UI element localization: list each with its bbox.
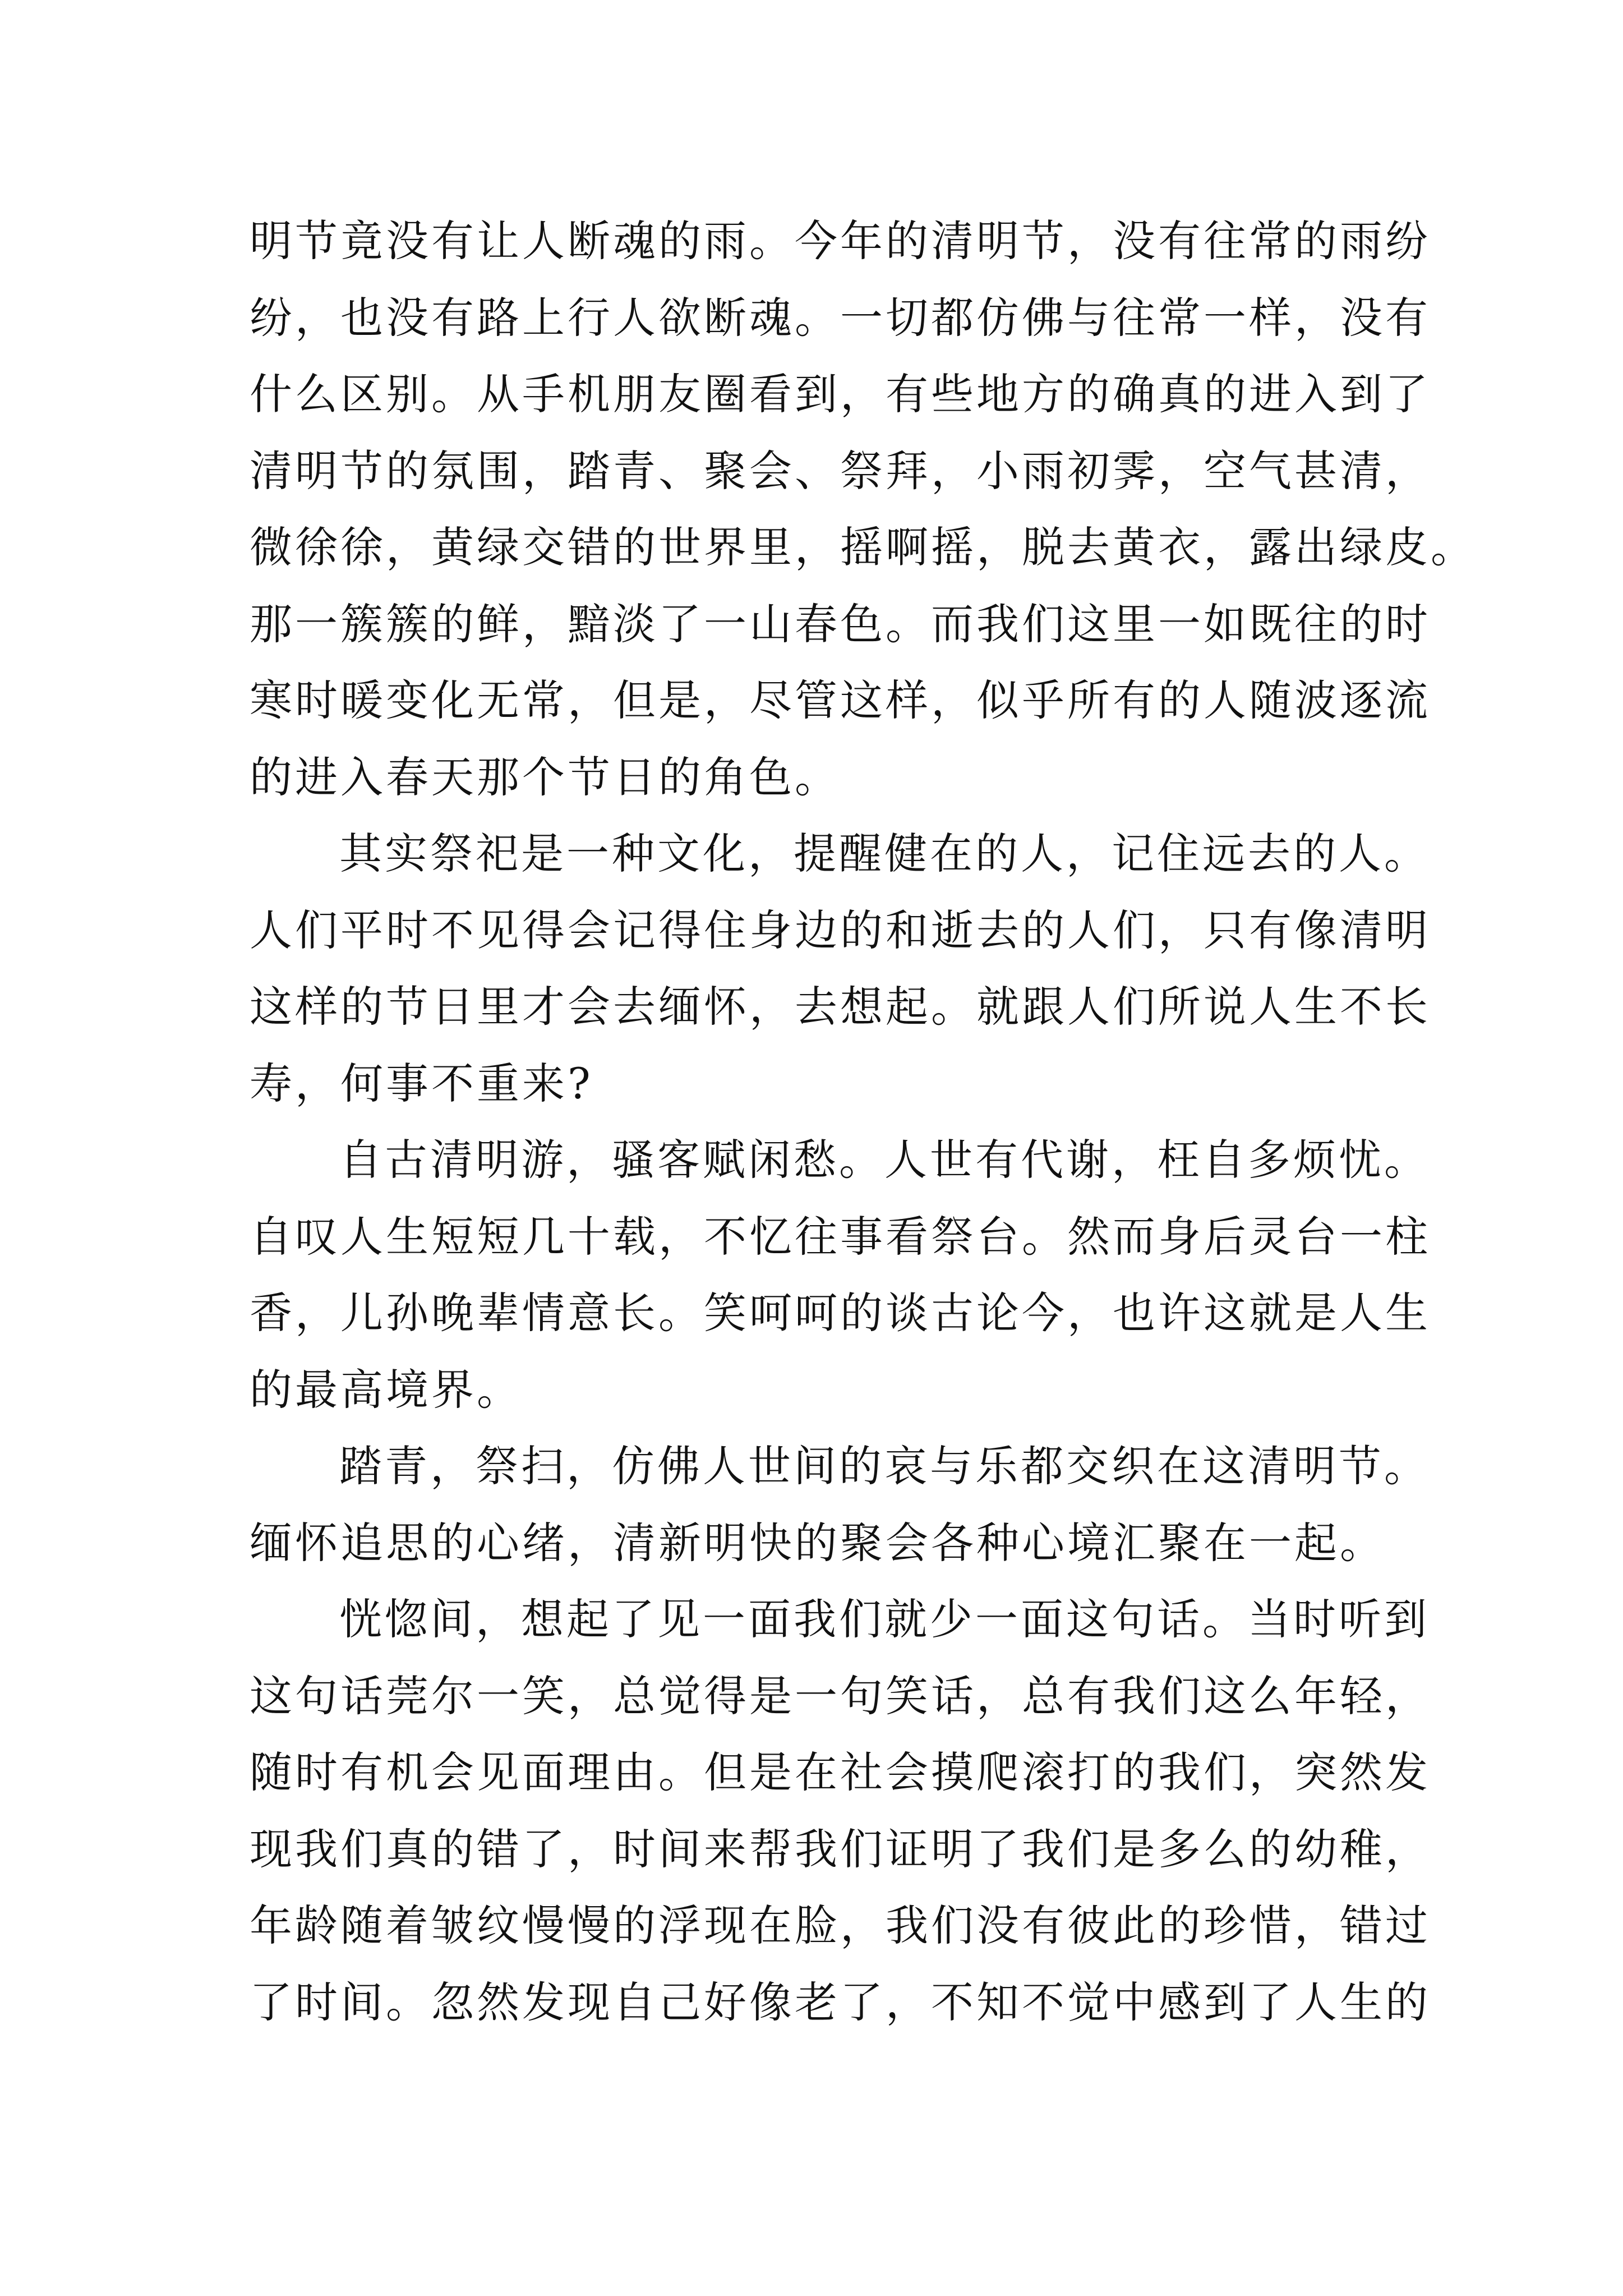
text-line: 缅怀追思的心绪，清新明快的聚会各种心境汇聚在一起。 [250, 1517, 1385, 1568]
paragraph-start-line: 自古清明游，骚客赋闲愁。人世有代谢，枉自多烦忧。 [339, 1135, 1430, 1185]
text-line: 清明节的氛围，踏青、聚会、祭拜，小雨初霁，空气甚清， [250, 445, 1431, 496]
text-line: 这样的节日里才会去缅怀，去想起。就跟人们所说人生不长 [250, 982, 1431, 1032]
text-line: 现我们真的错了，时间来帮我们证明了我们是多么的幼稚， [250, 1824, 1431, 1874]
text-line: 随时有机会见面理由。但是在社会摸爬滚打的我们，突然发 [250, 1747, 1431, 1797]
text-line: 香，儿孙晚辈情意长。笑呵呵的谈古论今，也许这就是人生 [250, 1288, 1431, 1338]
text-line: 明节竟没有让人断魂的雨。今年的清明节，没有往常的雨纷 [250, 216, 1431, 266]
text-line: 年龄随着皱纹慢慢的浮现在脸，我们没有彼此的珍惜，错过 [250, 1901, 1431, 1950]
paragraph-start-line: 踏青，祭扫，仿佛人世间的哀与乐都交织在这清明节。 [339, 1441, 1430, 1491]
text-line: 这句话莞尔一笑，总觉得是一句笑话，总有我们这么年轻， [250, 1671, 1431, 1721]
paragraph-start-line: 恍惚间，想起了见一面我们就少一面这句话。当时听到 [339, 1594, 1430, 1644]
paragraph-start-line: 其实祭祀是一种文化，提醒健在的人，记住远去的人。 [339, 829, 1430, 878]
text-line: 的最高境界。 [250, 1364, 522, 1415]
text-line: 纷，也没有路上行人欲断魂。一切都仿佛与往常一样，没有 [250, 292, 1431, 343]
text-line: 人们平时不见得会记得住身边的和逝去的人们，只有像清明 [250, 905, 1431, 955]
text-line: 寿，何事不重来? [250, 1058, 593, 1108]
text-line: 什么区别。从手机朋友圈看到，有些地方的确真的进入到了 [250, 369, 1431, 419]
text-line: 了时间。忽然发现自己好像老了，不知不觉中感到了人生的 [250, 1977, 1431, 2027]
text-line: 微徐徐，黄绿交错的世界里，摇啊摇，脱去黄衣，露出绿皮。 [250, 522, 1476, 572]
body-text [250, 203, 1476, 2041]
text-line: 的进入春天那个节日的角色。 [250, 752, 840, 802]
text-line: 那一簇簇的鲜，黯淡了一山春色。而我们这里一如既往的时 [250, 599, 1431, 649]
text-line: 寒时暖变化无常，但是，尽管这样，似乎所有的人随波逐流 [250, 675, 1431, 725]
text-line: 自叹人生短短几十载，不忆往事看祭台。然而身后灵台一柱 [250, 1211, 1431, 1262]
